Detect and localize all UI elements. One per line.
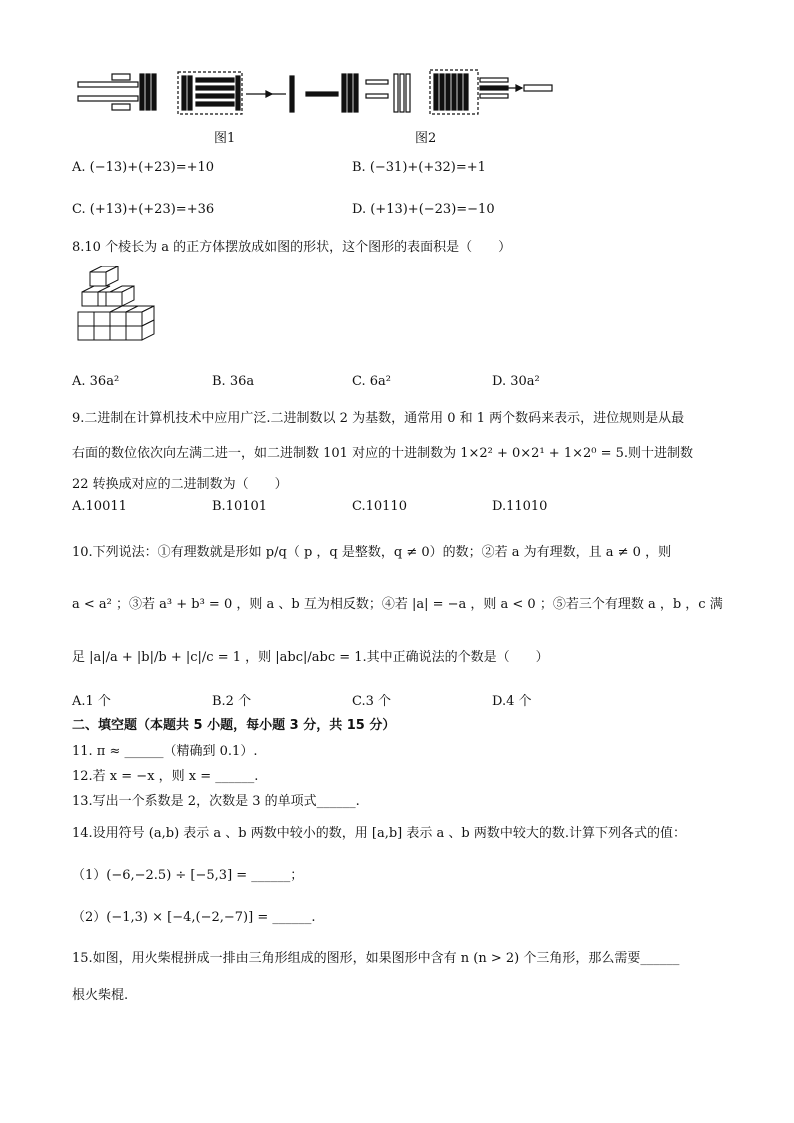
figure-2-counting-rods (304, 68, 556, 118)
section-2-title: 二、填空题（本题共 5 小题，每小题 3 分，共 15 分） (72, 718, 396, 733)
q9-option-a: A.10011 (72, 499, 127, 514)
q10-option-b: B.2 个 (212, 694, 252, 709)
q7-option-d: D. (+13)+(−23)=−10 (352, 202, 495, 217)
q14-part-1: （1）(−6,−2.5) ÷ [−5,3] = ______； (72, 868, 304, 883)
q8-cube-figure (76, 266, 158, 346)
q15-line-2: 根火柴棍. (72, 988, 129, 1003)
q9-line-1: 9.二进制在计算机技术中应用广泛.二进制数以 2 为基数，通常用 0 和 1 两个数码来表示，进位规则是从最 (72, 411, 685, 426)
q7-option-c: C. (+13)+(+23)=+36 (72, 202, 215, 217)
q9-line-2: 右面的数位依次向左满二进一，如二进制数 101 对应的十进制数为 1×2² + 0×2¹ + 1×2⁰ = 5.则十进制数 (72, 446, 694, 461)
q10-option-d: D.4 个 (492, 694, 532, 709)
q8-stem: 8.10 个棱长为 a 的正方体摆放成如图的形状，这个图形的表面积是（ ） (72, 240, 512, 255)
q10-line-1: 10.下列说法：①有理数就是形如 p/q（ p ，q 是整数，q ≠ 0）的数；②若 a 为有理数，且 a ≠ 0 ，则 (72, 545, 672, 560)
q10-option-a: A.1 个 (72, 694, 111, 709)
q8-option-c: C. 6a² (352, 374, 391, 389)
q9-option-d: D.11010 (492, 499, 548, 514)
q10-option-c: C.3 个 (352, 694, 392, 709)
figure-2-caption: 图2 (415, 131, 437, 146)
figure-1-caption: 图1 (214, 131, 236, 146)
q13: 13.写出一个系数是 2，次数是 3 的单项式______. (72, 794, 360, 809)
q7-option-a: A. (−13)+(+23)=+10 (72, 160, 215, 175)
q8-option-a: A. 36a² (72, 374, 120, 389)
q12: 12.若 x = −x ，则 x = ______. (72, 769, 259, 784)
q7-option-b: B. (−31)+(+32)=+1 (352, 160, 486, 175)
q10-line-2: a < a² ；③若 a³ + b³ = 0 ，则 a 、b 互为相反数；④若 |a| = −a ，则 a < 0 ；⑤若三个有理数 a ，b ，c 满 (72, 597, 723, 612)
q11: 11. π ≈ ______（精确到 0.1）. (72, 744, 258, 759)
q14-part-2: （2）(−1,3) × [−4,(−2,−7)] = ______. (72, 910, 316, 925)
q14-stem: 14.设用符号 (a,b) 表示 a 、b 两数中较小的数，用 [a,b] 表示 a 、b 两数中较大的数.计算下列各式的值： (72, 826, 686, 841)
q9-option-c: C.10110 (352, 499, 407, 514)
q8-option-d: D. 30a² (492, 374, 540, 389)
figure-1-counting-rods (76, 70, 298, 118)
q15-line-1: 15.如图，用火柴棍拼成一排由三角形组成的图形，如果图形中含有 n (n > 2) 个三角形，那么需要______ (72, 951, 680, 966)
q9-line-3: 22 转换成对应的二进制数为（ ） (72, 477, 288, 492)
q10-line-3: 足 |a|/a + |b|/b + |c|/c = 1 ，则 |abc|/abc = 1.其中正确说法的个数是（ ） (72, 650, 549, 665)
q9-option-b: B.10101 (212, 499, 268, 514)
q8-option-b: B. 36a (212, 374, 255, 389)
